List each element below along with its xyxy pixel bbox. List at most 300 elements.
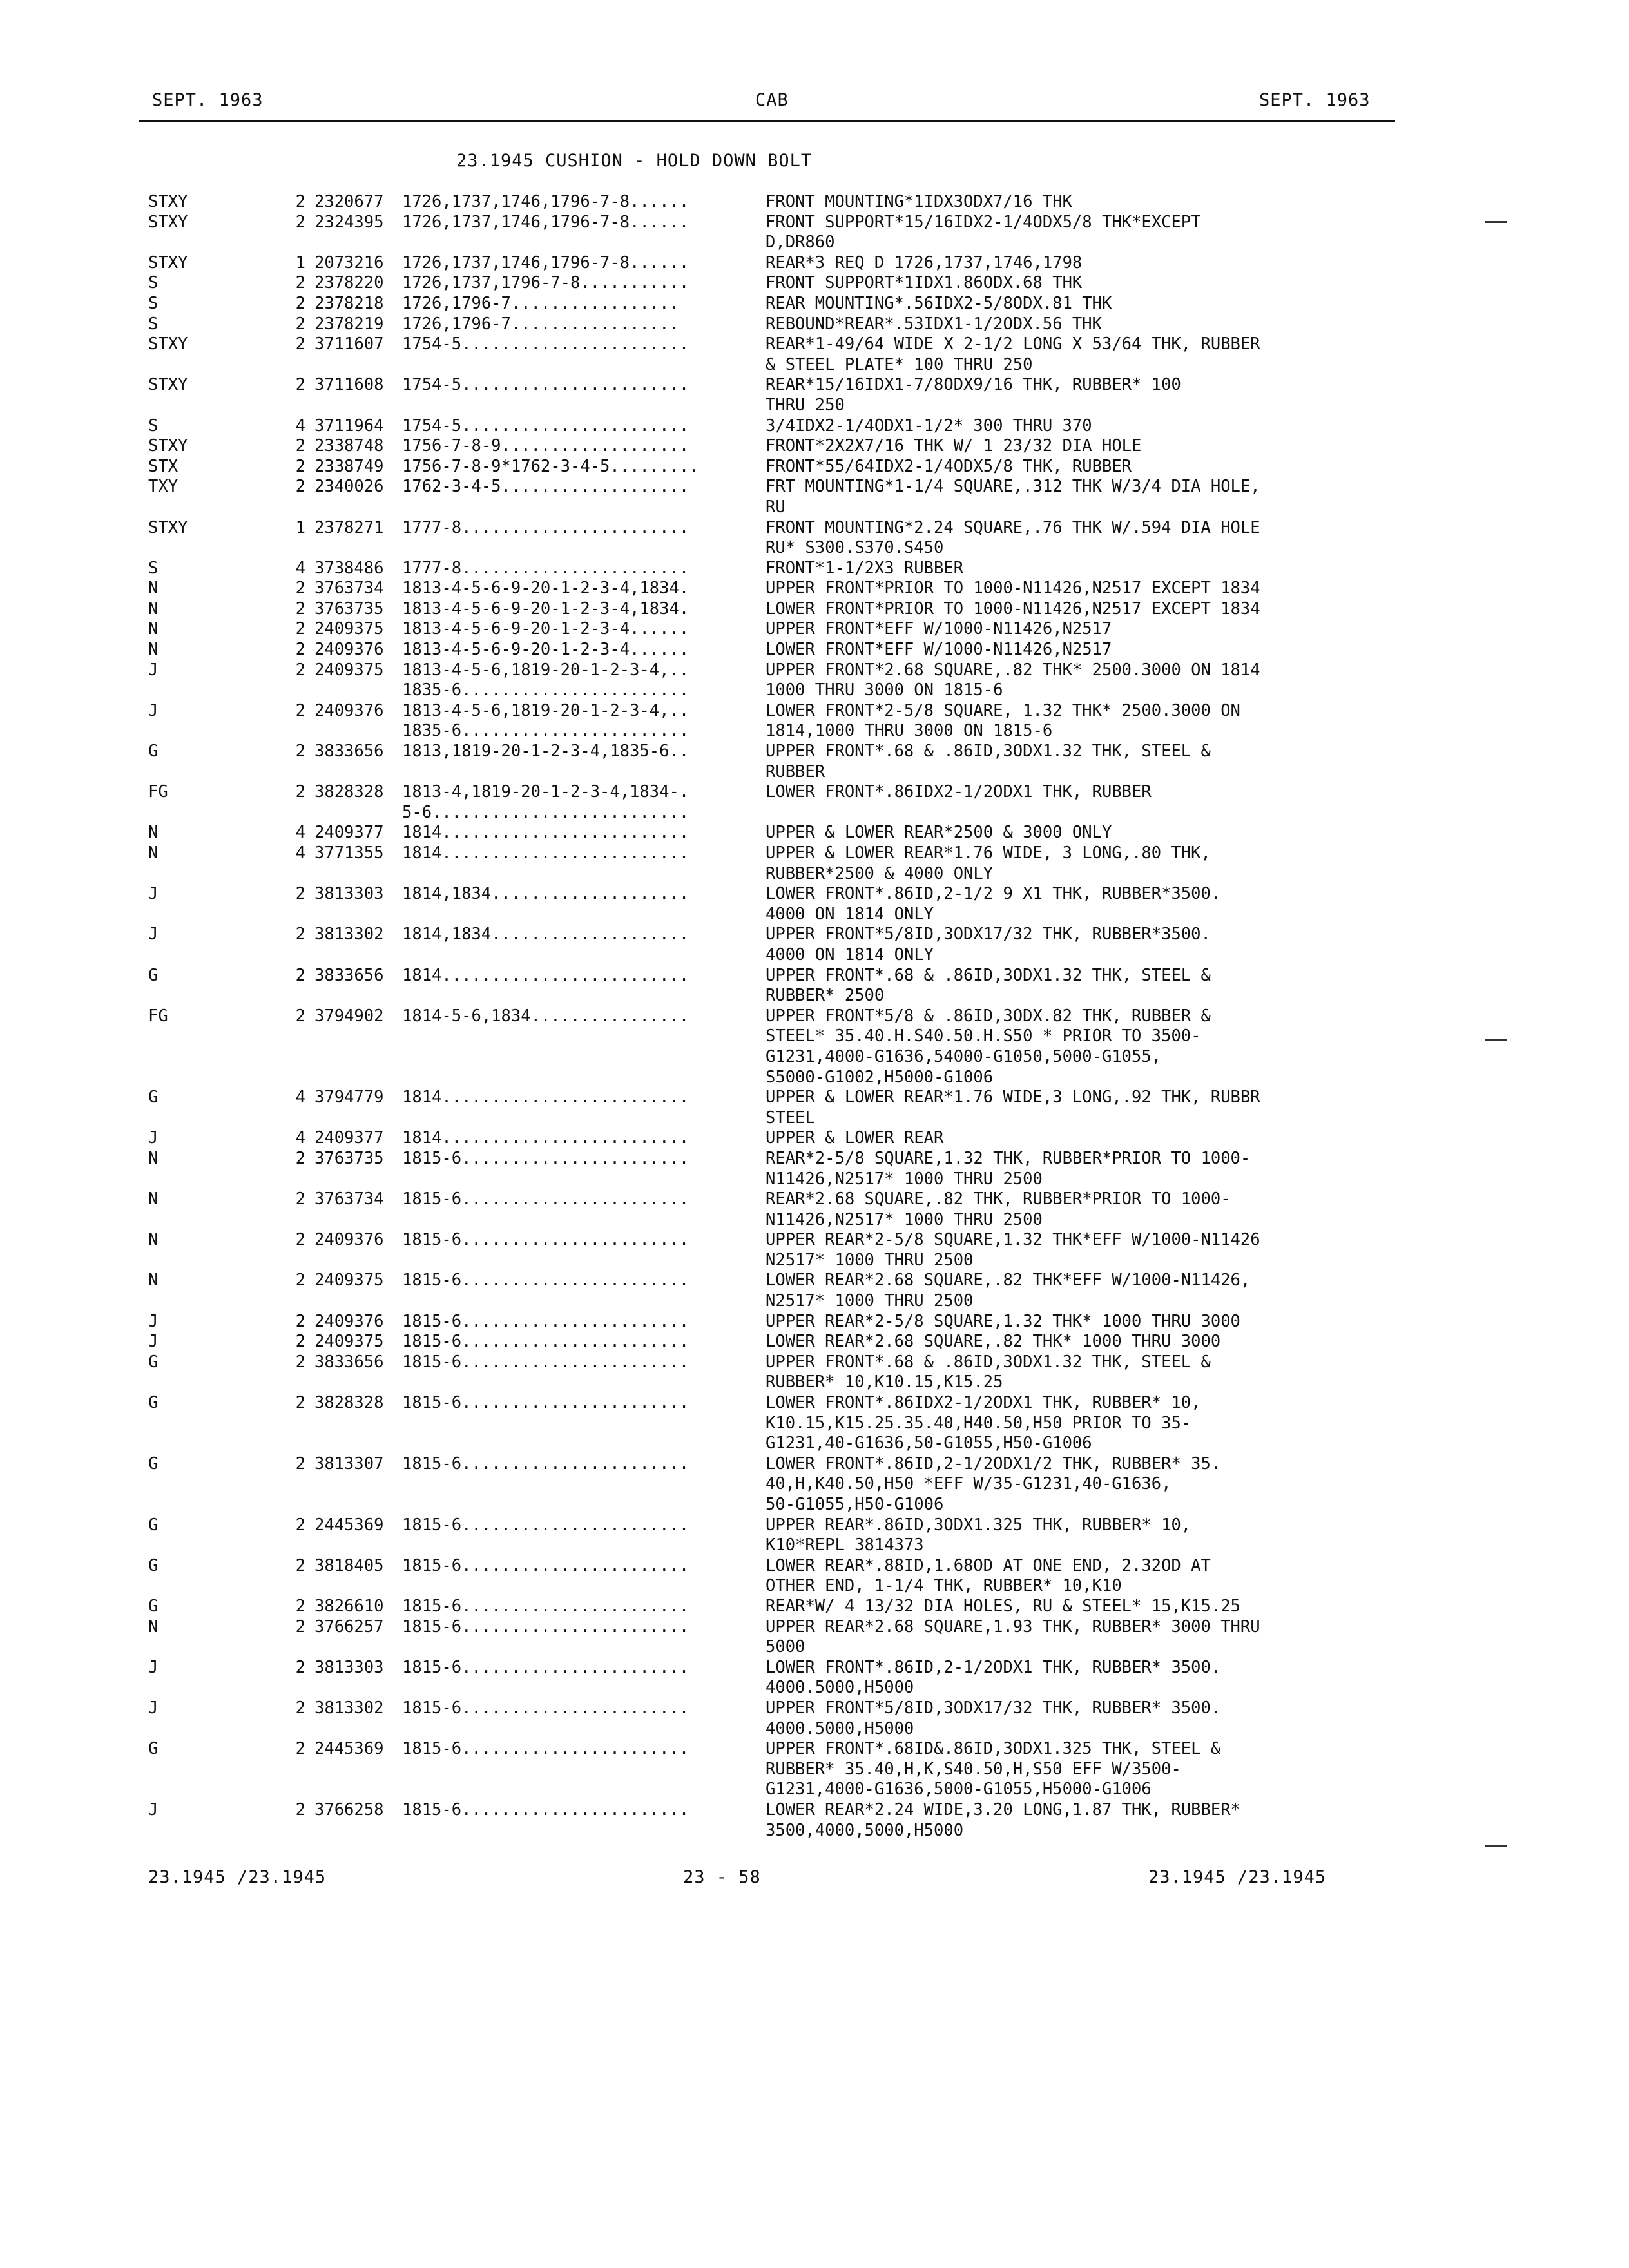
description: LOWER FRONT*.86IDX2-1/2ODX1 THK, RUBBER: [766, 782, 1152, 802]
part-number: 3833656: [314, 742, 384, 762]
table-row: [148, 1800, 1405, 1821]
model-list: 1815-6.......................: [402, 1332, 689, 1352]
part-number: 3711964: [314, 416, 384, 436]
model-code: J: [148, 1657, 159, 1677]
model-list: 1726,1737,1746,1796-7-8......: [402, 253, 689, 273]
table-row: [148, 334, 1405, 355]
table-row: [148, 1352, 1405, 1373]
table-row: [148, 1454, 1405, 1475]
description: G1231,4000-G1636,54000-G1050,5000-G1055,: [766, 1046, 1162, 1066]
part-number: [305, 1780, 402, 1800]
part-number: 2340026: [314, 477, 384, 497]
table-row: [148, 986, 1405, 1006]
table-row: [148, 1780, 1405, 1800]
model-list: 1754-5.......................: [402, 334, 689, 354]
quantity: [286, 986, 305, 1006]
description: LOWER FRONT*PRIOR TO 1000-N11426,N2517 EXCEPT 1834: [766, 599, 1260, 619]
table-row: [148, 1678, 1405, 1698]
model-list: [402, 1760, 766, 1780]
model-code: J: [148, 1311, 159, 1331]
description: UPPER REAR*.86ID,3ODX1.325 THK, RUBBER* 10,: [766, 1515, 1191, 1535]
quantity: [286, 1108, 305, 1129]
description: LOWER REAR*2.68 SQUARE,.82 THK* 1000 THRU 3000: [766, 1332, 1221, 1352]
quantity: 2: [295, 782, 305, 802]
description: UPPER REAR*2.68 SQUARE,1.93 THK, RUBBER* 3000 THRU: [766, 1617, 1260, 1637]
part-number: [305, 945, 402, 966]
page-number: 23 - 58: [683, 1867, 761, 1887]
model-code: STXY: [148, 253, 188, 273]
table-row: [148, 1637, 1405, 1658]
model-code: [148, 233, 286, 253]
model-code: J: [148, 1698, 159, 1718]
model-list: [402, 355, 766, 376]
table-row: [148, 1230, 1405, 1251]
model-list: [402, 1047, 766, 1068]
table-row: [148, 1312, 1405, 1332]
quantity: 2: [295, 1454, 305, 1474]
quantity: [286, 355, 305, 376]
quantity: 2: [295, 1311, 305, 1331]
model-code: [148, 1535, 286, 1556]
model-code: [148, 945, 286, 966]
description: UPPER FRONT*.68 & .86ID,3ODX1.32 THK, STEEL &: [766, 742, 1211, 762]
description: 4000 ON 1814 ONLY: [766, 945, 934, 965]
part-number: 3833656: [314, 1352, 384, 1372]
description: D,DR860: [766, 233, 835, 253]
table-row: [148, 233, 1405, 253]
quantity: 4: [295, 416, 305, 436]
quantity: 4: [295, 1128, 305, 1148]
quantity: 2: [295, 700, 305, 720]
table-row: [148, 640, 1405, 660]
part-number: [305, 1678, 402, 1698]
part-number: [305, 1719, 402, 1740]
description: N11426,N2517* 1000 THRU 2500: [766, 1209, 1043, 1229]
model-code: [148, 1474, 286, 1495]
part-number: 2409375: [314, 1271, 384, 1291]
model-list: 1762-3-4-5...................: [402, 477, 689, 497]
quantity: [286, 1047, 305, 1068]
quantity: [286, 1068, 305, 1088]
table-row: [148, 1108, 1405, 1129]
part-number: 3738486: [314, 558, 384, 578]
table-row: [148, 966, 1405, 986]
part-number: 2409376: [314, 700, 384, 720]
model-list: 1835-6.......................: [402, 680, 689, 700]
model-list: [402, 1068, 766, 1088]
model-code: STXY: [148, 192, 188, 211]
footer-ref-right: 23.1945 /23.1945: [1148, 1867, 1327, 1887]
part-number: 2378219: [314, 314, 384, 334]
model-list: 1754-5.......................: [402, 375, 689, 395]
description: LOWER FRONT*.86IDX2-1/2ODX1 THK, RUBBER* 10,: [766, 1393, 1201, 1413]
quantity: [286, 538, 305, 559]
table-row: [148, 314, 1405, 335]
table-row: [148, 1617, 1405, 1638]
part-number: [305, 864, 402, 885]
model-list: 1814.........................: [402, 1128, 689, 1148]
part-number: [305, 1535, 402, 1556]
quantity: 2: [295, 314, 305, 334]
table-row: [148, 1393, 1405, 1414]
model-code: G: [148, 1393, 159, 1413]
quantity: [286, 1291, 305, 1312]
model-list: 1815-6.......................: [402, 1271, 689, 1291]
table-row: [148, 1149, 1405, 1169]
model-list: [402, 762, 766, 783]
model-code: N: [148, 640, 159, 660]
table-row: [148, 823, 1405, 843]
description: FRONT MOUNTING*2.24 SQUARE,.76 THK W/.594 DIA HOLE: [766, 517, 1260, 537]
quantity: 2: [295, 1596, 305, 1616]
table-row: [148, 1719, 1405, 1740]
quantity: [286, 1678, 305, 1698]
model-code: [148, 396, 286, 416]
description: 4000 ON 1814 ONLY: [766, 904, 934, 924]
description: LOWER REAR*.88ID,1.68OD AT ONE END, 2.32OD AT: [766, 1555, 1211, 1575]
model-list: 1777-8.......................: [402, 558, 689, 578]
model-code: [148, 1047, 286, 1068]
description: 4000.5000,H5000: [766, 1718, 914, 1738]
model-code: [148, 1678, 286, 1698]
quantity: 2: [295, 1739, 305, 1759]
table-row: [148, 1474, 1405, 1495]
model-list: 1813,1819-20-1-2-3-4,1835-6..: [402, 742, 689, 762]
model-code: G: [148, 1596, 159, 1616]
model-list: 1814,1834....................: [402, 884, 689, 904]
model-list: 5-6..........................: [402, 802, 689, 822]
model-code: N: [148, 1230, 159, 1250]
model-code: STXY: [148, 517, 188, 537]
table-row: [148, 457, 1405, 477]
table-row: [148, 782, 1405, 803]
table-row: [148, 477, 1405, 497]
quantity: 2: [295, 579, 305, 599]
table-row: [148, 599, 1405, 620]
model-code: [148, 1495, 286, 1515]
part-number: 3711607: [314, 334, 384, 354]
model-code: J: [148, 660, 159, 680]
quantity: 2: [295, 965, 305, 985]
model-code: [148, 1434, 286, 1454]
table-row: [148, 355, 1405, 376]
model-list: 1815-6.......................: [402, 1800, 689, 1820]
table-row: [148, 538, 1405, 559]
description: 3/4IDX2-1/4ODX1-1/2* 300 THRU 370: [766, 416, 1092, 436]
description: UPPER FRONT*EFF W/1000-N11426,N2517: [766, 619, 1112, 639]
table-row: [148, 579, 1405, 599]
table-row: [148, 1068, 1405, 1088]
quantity: 2: [295, 1271, 305, 1291]
quantity: [286, 497, 305, 518]
quantity: 2: [295, 334, 305, 354]
quantity: [286, 721, 305, 742]
part-number: [305, 233, 402, 253]
description: UPPER REAR*2-5/8 SQUARE,1.32 THK* 1000 THRU 3000: [766, 1311, 1240, 1331]
description: K10*REPL 3814373: [766, 1535, 924, 1555]
model-list: [402, 396, 766, 416]
description: REAR*3 REQ D 1726,1737,1746,1798: [766, 253, 1083, 273]
model-list: 1814.........................: [402, 965, 689, 985]
table-row: [148, 1210, 1405, 1231]
quantity: 2: [295, 1555, 305, 1575]
part-number: [305, 1434, 402, 1454]
model-code: [148, 803, 286, 823]
table-row: [148, 1006, 1405, 1027]
description: REAR*2.68 SQUARE,.82 THK, RUBBER*PRIOR TO 1000-: [766, 1189, 1231, 1209]
quantity: 2: [295, 212, 305, 232]
quantity: 2: [295, 1332, 305, 1352]
quantity: [286, 1780, 305, 1800]
header-date-left: SEPT. 1963: [152, 90, 264, 110]
model-list: [402, 1108, 766, 1129]
quantity: 2: [295, 640, 305, 660]
table-row: [148, 803, 1405, 823]
quantity: [286, 905, 305, 925]
model-code: [148, 1026, 286, 1047]
model-code: [148, 1372, 286, 1393]
model-code: [148, 497, 286, 518]
model-code: G: [148, 1515, 159, 1535]
part-number: 3826610: [314, 1596, 384, 1616]
part-number: [305, 1576, 402, 1597]
model-list: [402, 1576, 766, 1597]
model-code: N: [148, 843, 159, 863]
model-code: TXY: [148, 477, 178, 497]
table-row: [148, 619, 1405, 640]
table-row: [148, 518, 1405, 539]
model-code: [148, 1780, 286, 1800]
part-number: 2409377: [314, 1128, 384, 1148]
model-list: 1813-4-5-6,1819-20-1-2-3-4,..: [402, 660, 689, 680]
table-row: [148, 1372, 1405, 1393]
model-code: FG: [148, 782, 168, 802]
model-list: 1726,1737,1746,1796-7-8......: [402, 192, 689, 211]
part-number: [305, 1414, 402, 1434]
quantity: [286, 1210, 305, 1231]
description: UPPER FRONT*5/8 & .86ID,3ODX.82 THK, RUBBER &: [766, 1006, 1211, 1026]
table-row: [148, 1271, 1405, 1291]
model-list: 1815-6.......................: [402, 1739, 689, 1759]
header-rule: [139, 120, 1395, 122]
model-list: [402, 538, 766, 559]
description: K10.15,K15.25.35.40,H40.50,H50 PRIOR TO 35-: [766, 1413, 1191, 1433]
model-list: 1814.........................: [402, 843, 689, 863]
quantity: 2: [295, 1230, 305, 1250]
model-code: N: [148, 619, 159, 639]
part-number: [305, 1068, 402, 1088]
model-list: [402, 945, 766, 966]
quantity: 2: [295, 599, 305, 619]
table-row: [148, 1332, 1405, 1352]
table-row: [148, 1169, 1405, 1190]
quantity: 2: [295, 293, 305, 313]
part-number: [305, 1047, 402, 1068]
model-list: [402, 233, 766, 253]
part-number: 2445369: [314, 1515, 384, 1535]
table-row: [148, 1658, 1405, 1678]
table-row: [148, 273, 1405, 294]
model-code: [148, 1068, 286, 1088]
model-code: STXY: [148, 375, 188, 395]
parts-table: [148, 192, 1405, 1841]
quantity: [286, 1637, 305, 1658]
model-list: [402, 1780, 766, 1800]
part-number: 3813302: [314, 1698, 384, 1718]
part-number: [305, 762, 402, 783]
model-list: [402, 1251, 766, 1271]
model-list: [402, 986, 766, 1006]
table-row: [148, 1760, 1405, 1780]
description: RUBBER*2500 & 4000 ONLY: [766, 863, 994, 883]
part-number: 2378220: [314, 273, 384, 293]
quantity: 4: [295, 823, 305, 843]
quantity: [286, 1719, 305, 1740]
model-list: [402, 1535, 766, 1556]
description: OTHER END, 1-1/4 THK, RUBBER* 10,K10: [766, 1576, 1122, 1596]
description: REAR MOUNTING*.56IDX2-5/8ODX.81 THK: [766, 293, 1112, 313]
quantity: 2: [295, 660, 305, 680]
table-row: [148, 1597, 1405, 1617]
model-code: G: [148, 1454, 159, 1474]
description: RU: [766, 497, 786, 517]
description: 5000: [766, 1637, 805, 1657]
quantity: 2: [295, 192, 305, 211]
table-row: [148, 1821, 1405, 1841]
table-row: [148, 843, 1405, 864]
table-row: [148, 660, 1405, 681]
part-number: 2320677: [314, 192, 384, 211]
model-code: G: [148, 965, 159, 985]
model-list: 1815-6.......................: [402, 1617, 689, 1637]
model-code: N: [148, 1271, 159, 1291]
quantity: [286, 1821, 305, 1841]
model-code: [148, 1821, 286, 1841]
description: UPPER FRONT*.68 & .86ID,3ODX1.32 THK, STEEL &: [766, 965, 1211, 985]
quantity: 2: [295, 375, 305, 395]
model-list: 1815-6.......................: [402, 1596, 689, 1616]
quantity: [286, 1372, 305, 1393]
model-list: 1814,1834....................: [402, 925, 689, 945]
description: N2517* 1000 THRU 2500: [766, 1291, 974, 1311]
description: STEEL: [766, 1108, 815, 1128]
model-list: [402, 905, 766, 925]
model-code: G: [148, 1352, 159, 1372]
table-row: [148, 396, 1405, 416]
description: REAR*W/ 4 13/32 DIA HOLES, RU & STEEL* 15,K15.25: [766, 1596, 1240, 1616]
quantity: 4: [295, 843, 305, 863]
description: UPPER FRONT*5/8ID,3ODX17/32 THK, RUBBER* 3500.: [766, 1698, 1221, 1718]
table-row: [148, 1047, 1405, 1068]
margin-mark: [1485, 1845, 1507, 1847]
description: LOWER FRONT*.86ID,2-1/2ODX1 THK, RUBBER* 3500.: [766, 1657, 1221, 1677]
table-row: [148, 1251, 1405, 1271]
model-list: [402, 864, 766, 885]
model-list: 1756-7-8-9*1762-3-4-5.........: [402, 456, 699, 476]
table-row: [148, 1515, 1405, 1536]
table-row: [148, 1556, 1405, 1577]
description: 1000 THRU 3000 ON 1815-6: [766, 680, 1003, 700]
model-code: [148, 1291, 286, 1312]
quantity: 2: [295, 925, 305, 945]
model-list: 1815-6.......................: [402, 1230, 689, 1250]
part-number: 3813307: [314, 1454, 384, 1474]
part-number: [305, 986, 402, 1006]
model-code: [148, 905, 286, 925]
description: REBOUND*REAR*.53IDX1-1/2ODX.56 THK: [766, 314, 1102, 334]
table-row: [148, 864, 1405, 885]
table-row: [148, 721, 1405, 742]
description: UPPER & LOWER REAR*1.76 WIDE, 3 LONG,.80 THK,: [766, 843, 1211, 863]
model-code: N: [148, 579, 159, 599]
quantity: [286, 864, 305, 885]
model-code: J: [148, 1128, 159, 1148]
model-code: J: [148, 1332, 159, 1352]
part-number: 2338748: [314, 436, 384, 456]
quantity: [286, 1251, 305, 1271]
quantity: 1: [295, 517, 305, 537]
description: THRU 250: [766, 395, 845, 415]
part-number: 3771355: [314, 843, 384, 863]
model-code: [148, 1719, 286, 1740]
header-date-right: SEPT. 1963: [1259, 90, 1371, 110]
description: LOWER FRONT*2-5/8 SQUARE, 1.32 THK* 2500.3000 ON: [766, 700, 1240, 720]
description: 40,H,K40.50,H50 *EFF W/35-G1231,40-G1636,: [766, 1474, 1171, 1494]
part-number: [305, 905, 402, 925]
table-row: [148, 945, 1405, 966]
model-code: S: [148, 273, 159, 293]
quantity: 4: [295, 1088, 305, 1108]
quantity: 2: [295, 1189, 305, 1209]
part-number: [305, 1291, 402, 1312]
model-list: 1815-6.......................: [402, 1148, 689, 1168]
margin-mark: [1485, 1039, 1507, 1041]
model-code: [148, 680, 286, 701]
description: UPPER & LOWER REAR*1.76 WIDE,3 LONG,.92 THK, RUBBR: [766, 1088, 1260, 1108]
description: RUBBER* 2500: [766, 986, 885, 1006]
description: STEEL* 35.40.H.S40.50.H.S50 * PRIOR TO 3500-: [766, 1026, 1201, 1046]
footer-ref-left: 23.1945 /23.1945: [148, 1867, 327, 1887]
description: UPPER FRONT*.68 & .86ID,3ODX1.32 THK, STEEL &: [766, 1352, 1211, 1372]
model-code: [148, 1637, 286, 1658]
table-row: [148, 1128, 1405, 1149]
model-code: J: [148, 925, 159, 945]
table-row: [148, 497, 1405, 518]
margin-mark: [1485, 221, 1507, 223]
model-list: [402, 1678, 766, 1698]
part-number: [305, 1169, 402, 1190]
quantity: [286, 1474, 305, 1495]
part-number: 2409377: [314, 823, 384, 843]
description: FRONT SUPPORT*1IDX1.86ODX.68 THK: [766, 273, 1083, 293]
description: UPPER FRONT*5/8ID,3ODX17/32 THK, RUBBER*3500.: [766, 925, 1211, 945]
table-row: [148, 253, 1405, 274]
table-row: [148, 375, 1405, 396]
model-list: [402, 1169, 766, 1190]
part-number: 2409375: [314, 1332, 384, 1352]
quantity: [286, 1760, 305, 1780]
description: LOWER FRONT*.86ID,2-1/2 9 X1 THK, RUBBER*3500.: [766, 884, 1221, 904]
part-number: 2073216: [314, 253, 384, 273]
model-list: 1813-4-5-6-9-20-1-2-3-4......: [402, 619, 689, 639]
model-list: 1777-8.......................: [402, 517, 689, 537]
part-number: [305, 538, 402, 559]
part-number: 3794779: [314, 1088, 384, 1108]
quantity: 2: [295, 619, 305, 639]
quantity: 2: [295, 1800, 305, 1820]
part-number: [305, 803, 402, 823]
model-list: [402, 1414, 766, 1434]
